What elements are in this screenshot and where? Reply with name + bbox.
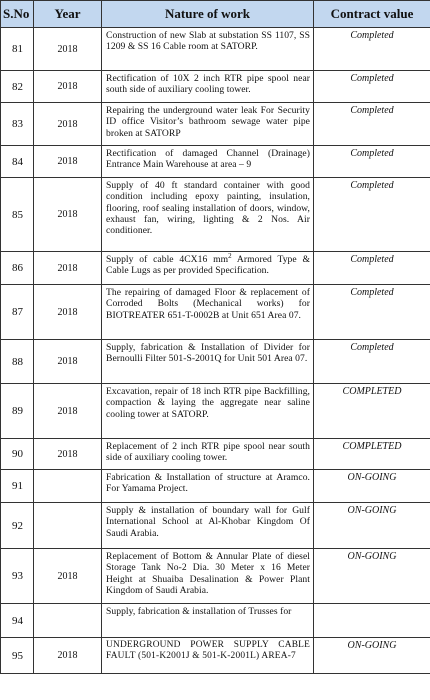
sno-cell: 95 (1, 638, 34, 674)
table-row (1, 178, 430, 252)
sno-cell: 94 (1, 604, 34, 638)
work-cell: Repairing the underground water leak For Security ID office Visitor’s bathroom sewage water pipe broken at SATORP (102, 103, 314, 146)
sno-cell: 83 (1, 103, 34, 146)
table-row (1, 638, 430, 674)
table-row (1, 146, 430, 178)
sno-cell: 92 (1, 503, 34, 549)
work-cell: Fabrication & Installation of structure at Aramco. For Yamama Project. (102, 470, 314, 503)
work-cell: Supply & installation of boundary wall for Gulf International School at Al-Khobar Kingdom Of Saudi Arabia. (102, 503, 314, 549)
sno-cell: 82 (1, 71, 34, 103)
table-row (1, 103, 430, 146)
work-cell: Replacement of 2 inch RTR pipe spool near south side of auxiliary cooling tower. (102, 439, 314, 470)
year-cell: 2018 (34, 285, 102, 340)
sno-cell: 89 (1, 384, 34, 439)
sno-cell: 84 (1, 146, 34, 178)
status-cell: Completed (314, 103, 430, 146)
work-cell: Excavation, repair of 18 inch RTR pipe Backfilling, compaction & laying the aggregate near saline cooling tower at SATORP. (102, 384, 314, 439)
year-cell: 2018 (34, 340, 102, 384)
year-cell: 2018 (34, 71, 102, 103)
sno-cell: 86 (1, 252, 34, 285)
status-cell: ON-GOING (314, 549, 430, 604)
work-cell: UNDERGROUND POWER SUPPLY CABLE FAULT (501-K2001J & 501-K-2001L) AREA-7 (102, 638, 314, 674)
year-cell: 2018 (34, 549, 102, 604)
year-cell (34, 470, 102, 503)
status-cell: Completed (314, 252, 430, 285)
table-row (1, 503, 430, 549)
sno-cell: 93 (1, 549, 34, 604)
year-cell: 2018 (34, 178, 102, 252)
table-row (1, 285, 430, 340)
year-cell: 2018 (34, 103, 102, 146)
table-row (1, 384, 430, 439)
work-cell: Replacement of Bottom & Annular Plate of diesel Storage Tank No-2 Dia. 30 Meter x 16 Meter Height at Shuaiba Desalination & Power Plant Kingdom of Saudi Arabia. (102, 549, 314, 604)
year-cell (34, 503, 102, 549)
table-body (1, 28, 430, 674)
status-cell: COMPLETED (314, 384, 430, 439)
status-cell: ON-GOING (314, 638, 430, 674)
work-cell: Supply of 40 ft standard container with good condition including epoxy painting, insulation, flooring, roof sealing installation of doors, window, exhaust fan, wiring, lighting & 2 Nos. Air conditioner. (102, 178, 314, 252)
year-cell: 2018 (34, 384, 102, 439)
year-cell: 2018 (34, 439, 102, 470)
sno-cell: 81 (1, 28, 34, 71)
status-cell: Completed (314, 178, 430, 252)
header-year: Year (34, 1, 102, 28)
table-row (1, 549, 430, 604)
year-cell: 2018 (34, 638, 102, 674)
header-row (1, 1, 430, 28)
year-cell: 2018 (34, 28, 102, 71)
header-sno: S.No (1, 1, 34, 28)
year-cell: 2018 (34, 146, 102, 178)
status-cell: Completed (314, 285, 430, 340)
table-row (1, 252, 430, 285)
work-cell: Supply, fabrication & installation of Trusses for (102, 604, 314, 638)
table-row (1, 340, 430, 384)
work-cell: Rectification of 10X 2 inch RTR pipe spool near south side of auxiliary cooling tower. (102, 71, 314, 103)
sno-cell: 91 (1, 470, 34, 503)
sno-cell: 87 (1, 285, 34, 340)
sno-cell: 90 (1, 439, 34, 470)
superscript-text: 2 (228, 251, 232, 260)
sno-cell: 85 (1, 178, 34, 252)
year-cell (34, 604, 102, 638)
status-cell: ON-GOING (314, 470, 430, 503)
table-row (1, 439, 430, 470)
header-contract-value: Contract value (314, 1, 430, 28)
status-cell: Completed (314, 340, 430, 384)
work-text: Supply of cable 4CX16 mm (106, 254, 229, 265)
table-header (1, 1, 430, 28)
table-row (1, 71, 430, 103)
status-cell: Completed (314, 28, 430, 71)
table-row (1, 470, 430, 503)
sno-cell: 88 (1, 340, 34, 384)
status-cell: Completed (314, 71, 430, 103)
work-cell (102, 252, 314, 285)
work-cell: The repairing of damaged Floor & replacement of Corroded Bolts (Mechanical works) for BIOTREATER 651-T-0002B at Unit 651 Area 07. (102, 285, 314, 340)
table-row (1, 28, 430, 71)
status-cell: ON-GOING (314, 503, 430, 549)
work-cell: Supply, fabrication & Installation of Divider for Bernoulli Filter 501-S-2001Q for Unit 501 Area 07. (102, 340, 314, 384)
header-nature-of-work: Nature of work (102, 1, 314, 28)
work-text: Armored Type & Cable Lugs as per provided Specification. (106, 254, 310, 277)
status-cell (314, 604, 430, 638)
table-row (1, 604, 430, 638)
status-cell: COMPLETED (314, 439, 430, 470)
status-cell: Completed (314, 146, 430, 178)
work-cell: Rectification of damaged Channel (Drainage) Entrance Main Warehouse at area – 9 (102, 146, 314, 178)
work-cell: Construction of new Slab at substation SS 1107, SS 1209 & SS 16 Cable room at SATORP. (102, 28, 314, 71)
year-cell: 2018 (34, 252, 102, 285)
